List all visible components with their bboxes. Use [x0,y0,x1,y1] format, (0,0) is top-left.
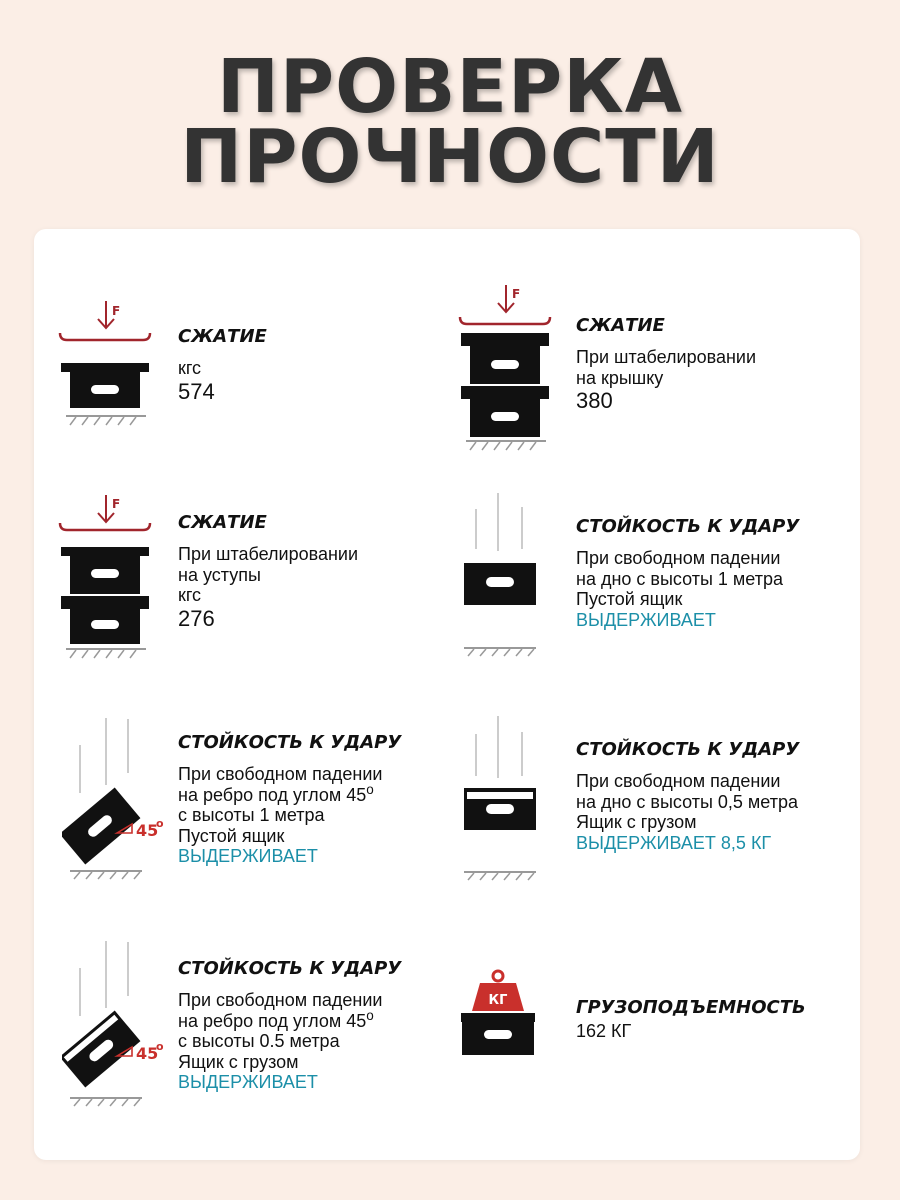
test-line: При штабелировании [178,544,359,564]
test-text [576,516,846,630]
test-text [576,315,846,414]
test-heading: СТОЙКОСТЬ К УДАРУ [178,958,402,979]
test-line: Пустой ящик [576,589,683,609]
drop-flat-loaded-icon [458,714,558,884]
compression-stacked-lid-icon [458,281,558,461]
load-capacity-weight-icon [458,969,558,1059]
test-text [178,512,448,632]
test-value: 574 [178,378,215,404]
degree-mark: о [366,1007,374,1023]
test-line: на крышку [576,367,664,388]
svg-text:F: F [512,287,521,301]
angle-degree: о [156,817,164,830]
test-result: ВЫДЕРЖИВАЕТ [576,609,716,630]
test-heading: СТОЙКОСТЬ К УДАРУ [576,516,800,537]
test-line: Пустой ящик [178,825,285,846]
compression-single-box-icon [58,293,158,453]
test-line: При свободном падении [178,990,383,1010]
test-value: 162 КГ [576,1021,632,1041]
test-line: на уступы [178,564,261,585]
test-heading: СЖАТИЕ [576,315,665,336]
test-heading: СТОЙКОСТЬ К УДАРУ [576,739,800,760]
test-value: 380 [576,388,613,413]
test-unit: кгс [178,585,202,605]
test-line: Ящик с грузом [576,812,697,832]
drop-flat-empty-icon [458,491,558,661]
drop-angled-loaded-icon [62,938,177,1108]
compression-stacked-ledges-icon [58,491,158,671]
page-title-line-1: ПРОВЕРКА [216,44,684,130]
angle-degree: о [156,1040,164,1053]
test-line: с высоты 0.5 метра [178,1031,340,1051]
test-value: 276 [178,605,215,631]
test-result: ВЫДЕРЖИВАЕТ [178,846,318,866]
test-line: с высоты 1 метра [178,805,325,825]
test-line: Ящик с грузом [178,1051,299,1072]
test-text [178,732,448,867]
test-line: При свободном падении [576,771,781,791]
test-text [178,326,448,405]
test-heading: СЖАТИЕ [178,512,267,533]
weight-label: КГ [488,993,508,1008]
test-text [576,997,846,1042]
drop-angled-empty-icon [62,715,177,885]
test-result: ВЫДЕРЖИВАЕТ [178,1072,318,1092]
test-text [576,739,846,853]
test-heading: СТОЙКОСТЬ К УДАРУ [178,732,402,753]
test-line: на ребро под углом $45^о$ [178,781,374,805]
test-line: на ребро под углом $45^о$ [178,1007,374,1031]
test-text [178,958,448,1093]
test-line: При свободном падении [576,548,781,568]
tests-card [34,229,860,1160]
test-heading: СЖАТИЕ [178,326,267,347]
test-line: на дно с высоты 1 метра [576,568,783,589]
test-line: При штабелировании [576,347,757,367]
degree-mark: о [366,781,374,797]
test-result: ВЫДЕРЖИВАЕТ 8,5 КГ [576,832,772,853]
test-heading: ГРУЗОПОДЪЕМНОСТЬ [576,997,806,1018]
test-line: на дно с высоты 0,5 метра [576,791,798,812]
test-line: При свободном падении [178,764,383,784]
angle-label: 45 [136,821,159,840]
svg-text:F: F [112,497,121,511]
page-title-line-2: ПРОЧНОСТИ [180,114,720,200]
svg-text:F: F [112,304,121,318]
test-unit: кгс [178,358,202,378]
angle-label: 45 [136,1044,159,1063]
